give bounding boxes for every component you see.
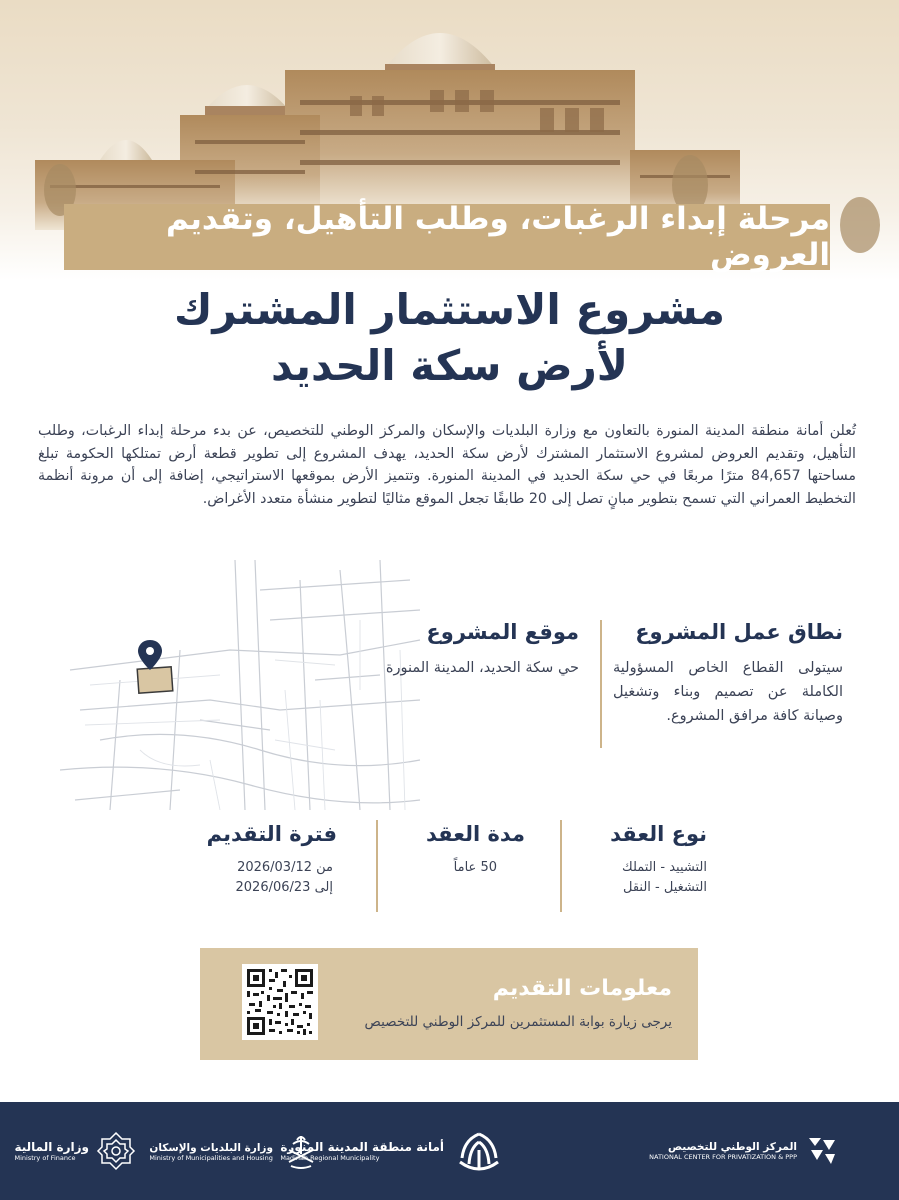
madinah-logo-icon: [454, 1128, 504, 1174]
apply-text: يرجى زيارة بوابة المستثمرين للمركز الوطني للتخصيص: [364, 1014, 672, 1030]
location-text: حي سكة الحديد، المدينة المنورة: [385, 660, 579, 676]
period-to-date: 2026/06/23: [235, 880, 311, 895]
ncp-name-en: NATIONAL CENTER FOR PRIVATIZATION & PPP: [649, 1153, 797, 1161]
divider: [560, 820, 562, 912]
scope-section: [613, 620, 843, 728]
divider: [376, 820, 378, 912]
location-title: موقع المشروع: [426, 620, 579, 644]
contract-type-title: نوع العقد: [610, 822, 707, 846]
contract-type-section: [577, 822, 707, 898]
title-line-2: لأرض سكة الحديد: [270, 341, 629, 390]
hero-image: [0, 0, 899, 280]
footer-logos: [0, 1102, 899, 1200]
contract-type-line-1: التشييد - التملك: [622, 860, 707, 875]
page-title: [0, 282, 899, 394]
period-to-label: إلى: [314, 880, 333, 895]
momah-name-ar: وزارة البلديات والإسكان: [149, 1142, 273, 1154]
mof-logo-icon: [95, 1130, 137, 1172]
application-period-section: [187, 822, 337, 898]
location-map: [60, 560, 430, 810]
apply-title: معلومات التقديم: [492, 976, 672, 1001]
mof-name-en: Ministry of Finance: [14, 1154, 76, 1162]
location-pin-icon: [138, 640, 162, 670]
scope-text: سيتولى القطاع الخاص المسؤولية الكاملة عن تصميم وبناء وتشغيل وصيانة كافة مرافق المشروع.: [613, 660, 843, 724]
madinah-name-en: Madinah Regional Municipality: [280, 1154, 380, 1162]
contract-duration-section: [395, 822, 525, 878]
qr-code[interactable]: [242, 964, 318, 1040]
period-from-date: 2026/03/12: [237, 860, 312, 875]
location-section: [379, 620, 579, 680]
ncp-logo: [649, 1134, 839, 1168]
scope-title: نطاق عمل المشروع: [635, 620, 843, 644]
phase-text: مرحلة إبداء الرغبات، وطلب التأهيل، وتقديم العروض: [165, 201, 830, 273]
title-line-1: مشروع الاستثمار المشترك: [173, 285, 726, 334]
intro-paragraph: تُعلن أمانة منطقة المدينة المنورة بالتعاون مع وزارة البلديات والإسكان والمركز الوطني للتخصيص، عن بدء مرحلة إبداء الرغبات، وطلب التأهيل، وتقديم العروض لمشروع الاستثمار المشترك لأرض سكة الحديد، يهدف المشروع إلى تطوير قطعة أرض تمتلكها الحكومة تبلغ مساحتها 84,657 مترًا مربعًا في حي سكة الحديد في المدينة المنورة. وتتميز الأرض بموقعها الاستراتيجي، إضافة إلى أن مرونة أنظمة التخطيط العمراني التي تسمح بتطوير مبانٍ تصل إلى 20 طابقًا تجعل الموقع مثاليًا لتطوير منشأة متعدد الأغراض.: [38, 423, 856, 507]
contract-duration-title: مدة العقد: [425, 822, 525, 846]
phase-banner: [64, 201, 830, 273]
ncp-logo-icon: [805, 1134, 839, 1168]
contract-type-line-2: التشغيل - النقل: [622, 880, 707, 895]
momah-logo: [149, 1132, 321, 1172]
madinah-name-ar: أمانة منطقة المدينة المنورة: [280, 1140, 444, 1154]
qr-code-icon: [245, 967, 315, 1037]
mof-name-ar: وزارة المالية: [14, 1140, 89, 1154]
divider: [600, 620, 602, 748]
mof-logo: [14, 1130, 137, 1172]
site-parcel: [137, 667, 173, 693]
apply-info-box: [200, 948, 698, 1060]
ncp-name-ar: المركز الوطني للتخصيص: [667, 1141, 797, 1153]
application-period-title: فترة التقديم: [206, 822, 337, 846]
saudi-emblem-icon: [281, 1132, 321, 1172]
contract-duration-value: 50 عاماً: [453, 860, 497, 875]
period-from-label: من: [316, 860, 333, 875]
momah-name-en: Ministry of Municipalities and Housing: [149, 1154, 273, 1162]
